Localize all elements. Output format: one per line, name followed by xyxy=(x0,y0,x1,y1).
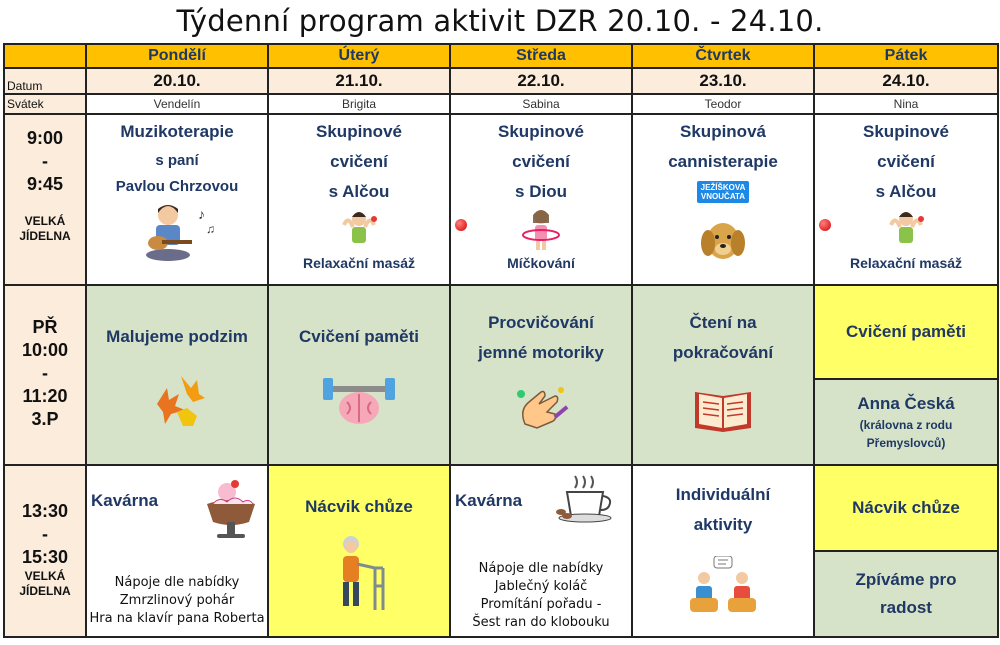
fitness-woman-icon xyxy=(881,207,931,251)
day-header-row xyxy=(4,44,998,68)
day-header: Pondělí xyxy=(86,44,268,68)
activity-title: radost xyxy=(880,598,932,617)
activity-subcell xyxy=(815,380,997,464)
activity-note: Promítání pořadu - xyxy=(480,597,602,612)
activity-title: Skupinové xyxy=(316,122,402,141)
red-ball-icon xyxy=(455,219,467,231)
date-cell: 23.10. xyxy=(632,68,814,94)
activity-cell xyxy=(268,285,450,465)
activity-title: Muzikoterapie xyxy=(120,122,234,141)
activity-title: Skupinové xyxy=(863,122,949,141)
afternoon-slot-row xyxy=(4,465,998,637)
time-place: PŘ xyxy=(32,317,58,337)
activity-cell xyxy=(268,465,450,637)
time-end: 9:45 xyxy=(26,174,64,194)
activity-title: Pavlou Chrzovou xyxy=(115,178,239,195)
activity-title: Cvičení paměti xyxy=(299,327,419,346)
activity-cell xyxy=(814,285,998,465)
activity-extra: Relaxační masáž xyxy=(302,255,416,271)
place-label: JÍDELNA xyxy=(19,229,71,243)
activity-title: Anna Česká xyxy=(857,394,955,413)
red-ball-icon xyxy=(819,219,831,231)
time-end: 15:30 xyxy=(21,547,69,567)
time-cell xyxy=(4,465,86,637)
day-header: Úterý xyxy=(268,44,450,68)
date-row xyxy=(4,68,998,94)
activity-title: Nácvik chůze xyxy=(815,466,997,552)
activity-title: Procvičování xyxy=(488,313,594,332)
activity-note: Nápoje dle nabídky xyxy=(114,575,240,590)
activity-title: jemné motoriky xyxy=(478,343,604,362)
activity-title: Malujeme podzim xyxy=(106,327,248,346)
activity-title: cannisterapie xyxy=(668,152,778,171)
logo-text: JEŽÍŠKOVA xyxy=(700,183,746,192)
place-label: VELKÁ xyxy=(24,569,66,583)
time-start: 10:00 xyxy=(21,340,69,360)
time-start: 9:00 xyxy=(26,128,64,148)
activity-note: Šest ran do klobouku xyxy=(472,615,610,630)
activity-title: pokračování xyxy=(672,343,774,362)
activity-title: Kavárna xyxy=(91,491,159,510)
brain-dumbbell-icon xyxy=(319,372,399,428)
activity-cell xyxy=(268,114,450,285)
activity-cell xyxy=(814,465,998,637)
date-cell: 20.10. xyxy=(86,68,268,94)
activity-cell xyxy=(86,114,268,285)
weekly-schedule-table xyxy=(3,43,999,638)
date-cell: 21.10. xyxy=(268,68,450,94)
name-day-cell: Brigita xyxy=(268,94,450,114)
name-day-cell: Sabina xyxy=(450,94,632,114)
activity-title: cvičení xyxy=(877,152,935,171)
place-label: VELKÁ xyxy=(24,214,66,228)
midday-slot-row xyxy=(4,285,998,465)
activity-note: Jablečný koláč xyxy=(494,579,588,594)
activity-title: Kavárna xyxy=(455,491,523,510)
morning-slot-row xyxy=(4,114,998,285)
activity-note: Hra na klavír pana Roberta xyxy=(89,611,265,626)
date-label: Datum xyxy=(4,68,86,94)
activity-subcell xyxy=(815,552,997,636)
activity-cell xyxy=(450,114,632,285)
activity-title: cvičení xyxy=(512,152,570,171)
activity-note: Zmrzlinový pohár xyxy=(119,593,235,608)
page-title: Týdenní program aktivit DZR 20.10. - 24.10. xyxy=(176,4,824,38)
jeziskova-vnoucata-logo xyxy=(697,181,750,203)
activity-title: Čtení na xyxy=(689,313,757,332)
activity-title: Zpíváme pro xyxy=(855,570,957,589)
activity-title: s Diou xyxy=(515,182,567,201)
open-book-icon xyxy=(691,384,755,434)
activity-title: Nácvik chůze xyxy=(305,497,413,516)
activity-cell xyxy=(632,465,814,637)
coffee-cup-icon xyxy=(553,472,619,524)
room-label: 3.P xyxy=(31,409,59,429)
day-header: Pátek xyxy=(814,44,998,68)
activity-cell xyxy=(632,114,814,285)
name-day-cell: Teodor xyxy=(632,94,814,114)
activity-cell xyxy=(450,285,632,465)
time-cell xyxy=(4,114,86,285)
activity-title: Individuální xyxy=(675,485,771,504)
name-day-label: Svátek xyxy=(4,94,86,114)
activity-extra: Relaxační masáž xyxy=(849,255,963,271)
activity-title: Skupinová xyxy=(680,122,766,141)
activity-note: Nápoje dle nabídky xyxy=(478,561,604,576)
name-day-row xyxy=(4,94,998,114)
hand-dexterity-icon xyxy=(511,384,571,434)
name-day-cell: Nina xyxy=(814,94,998,114)
two-seniors-talking-icon xyxy=(688,556,758,616)
time-dash: - xyxy=(42,363,48,383)
activity-cell xyxy=(632,285,814,465)
date-cell: 22.10. xyxy=(450,68,632,94)
time-cell xyxy=(4,285,86,465)
activity-title: aktivity xyxy=(693,515,753,534)
activity-title: s Alčou xyxy=(875,182,937,201)
ice-cream-sundae-icon xyxy=(203,478,259,542)
day-header: Středa xyxy=(450,44,632,68)
date-cell: 24.10. xyxy=(814,68,998,94)
activity-title: s paní xyxy=(155,152,199,169)
hula-hoop-icon xyxy=(519,207,563,251)
activity-cell xyxy=(450,465,632,637)
name-day-cell: Vendelín xyxy=(86,94,268,114)
guitar-player-icon xyxy=(132,199,222,265)
activity-cell xyxy=(86,465,268,637)
svg-text:♫: ♫ xyxy=(206,222,215,236)
time-end: 11:20 xyxy=(22,386,68,406)
activity-title: cvičení xyxy=(330,152,388,171)
golden-retriever-icon xyxy=(697,215,749,265)
activity-title: Cvičení paměti xyxy=(815,286,997,380)
logo-text: VNOUČATA xyxy=(700,192,746,201)
activity-title: Skupinové xyxy=(498,122,584,141)
activity-note: Přemyslovců) xyxy=(866,436,946,450)
activity-extra: Míčkování xyxy=(507,255,575,271)
walker-elderly-icon xyxy=(327,534,391,614)
time-dash: - xyxy=(42,524,48,544)
day-header: Čtvrtek xyxy=(632,44,814,68)
activity-note: (královna z rodu xyxy=(859,418,953,432)
time-start: 13:30 xyxy=(21,501,69,521)
activity-cell xyxy=(86,285,268,465)
fitness-woman-icon xyxy=(334,207,384,251)
place-label: JÍDELNA xyxy=(19,584,71,598)
header-corner xyxy=(4,44,86,68)
svg-text:♪: ♪ xyxy=(198,206,205,222)
autumn-leaves-icon xyxy=(147,374,207,430)
activity-title: s Alčou xyxy=(328,182,390,201)
activity-cell xyxy=(814,114,998,285)
time-dash: - xyxy=(42,151,48,171)
